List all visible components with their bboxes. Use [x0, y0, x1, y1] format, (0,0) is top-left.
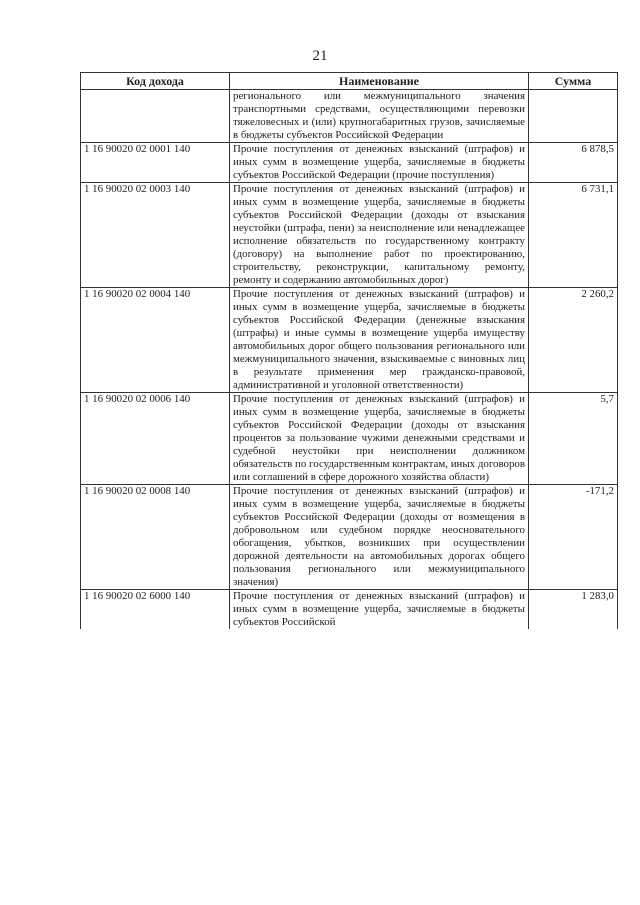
- revenue-name: Прочие поступления от денежных взысканий (штрафов) и иных сумм в возмещение ущерба, зачисляемые в бюджеты субъектов Российской Федерации (прочие поступления): [230, 143, 529, 183]
- revenue-code: 1 16 90020 02 0008 140: [81, 485, 230, 590]
- revenue-amount: [529, 90, 618, 143]
- revenue-amount: 2 260,2: [529, 288, 618, 393]
- revenue-amount: -171,2: [529, 485, 618, 590]
- revenue-name: Прочие поступления от денежных взысканий (штрафов) и иных сумм в возмещение ущерба, зачисляемые в бюджеты субъектов Российской: [230, 590, 529, 630]
- table-row: [81, 183, 618, 288]
- table-row: [81, 288, 618, 393]
- revenue-code: 1 16 90020 02 0006 140: [81, 393, 230, 485]
- revenue-amount: 5,7: [529, 393, 618, 485]
- table-row: [81, 143, 618, 183]
- revenue-name: Прочие поступления от денежных взысканий (штрафов) и иных сумм в возмещение ущерба, зачисляемые в бюджеты субъектов Российской Федерации (доходы от взыскания неустойки (штрафа, пени) за неисполнение или ненадлежащее исполнение обязательств по государственному контракту (договору) на выполнение работ по проектированию, строительству, реконструкции, капитальному ремонту, ремонту и содержанию автомобильных дорог): [230, 183, 529, 288]
- page-number: 21: [312, 48, 328, 64]
- revenue-table: [80, 72, 618, 629]
- table-row: [81, 393, 618, 485]
- revenue-name: регионального или межмуниципального значения транспортными средствами, осуществляющими перевозки тяжеловесных и (или) крупногабаритных грузов, зачисляемые в бюджеты субъектов Российской Федерации: [230, 90, 529, 143]
- table-row: [81, 90, 618, 143]
- header-name: Наименование: [230, 73, 529, 90]
- revenue-amount: 1 283,0: [529, 590, 618, 630]
- revenue-code: 1 16 90020 02 6000 140: [81, 590, 230, 630]
- table-row: [81, 590, 618, 630]
- header-amount: Сумма: [529, 73, 618, 90]
- table-header-row: [81, 73, 618, 90]
- revenue-code: [81, 90, 230, 143]
- revenue-name: Прочие поступления от денежных взысканий (штрафов) и иных сумм в возмещение ущерба, зачисляемые в бюджеты субъектов Российской Федерации (денежные взыскания (штрафы) и иные суммы в возмещение ущерба имуществу автомобильных дорог общего пользования регионального или межмуниципального значения, взыскиваемые с виновных лиц в результате применения мер гражданско-правовой, административной и уголовной ответственности): [230, 288, 529, 393]
- table-row: [81, 485, 618, 590]
- revenue-code: 1 16 90020 02 0003 140: [81, 183, 230, 288]
- revenue-name: Прочие поступления от денежных взысканий (штрафов) и иных сумм в возмещение ущерба, зачисляемые в бюджеты субъектов Российской Федерации (доходы от взыскания процентов за пользование чужими денежными средствами и судебной неустойки при неисполнении должником обязательств по государственным контрактам, иных договоров или соглашений в сфере дорожного хозяйства области): [230, 393, 529, 485]
- revenue-amount: 6 878,5: [529, 143, 618, 183]
- header-code: Код дохода: [81, 73, 230, 90]
- revenue-code: 1 16 90020 02 0004 140: [81, 288, 230, 393]
- revenue-code: 1 16 90020 02 0001 140: [81, 143, 230, 183]
- revenue-name: Прочие поступления от денежных взысканий (штрафов) и иных сумм в возмещение ущерба, зачисляемые в бюджеты субъектов Российской Федерации (доходы от возмещения в добровольном или судебном порядке неосновательного обогащения, убытков, возникших при осуществлении дорожной деятельности на автомобильных дорогах общего пользования регионального или межмуниципального значения): [230, 485, 529, 590]
- revenue-amount: 6 731,1: [529, 183, 618, 288]
